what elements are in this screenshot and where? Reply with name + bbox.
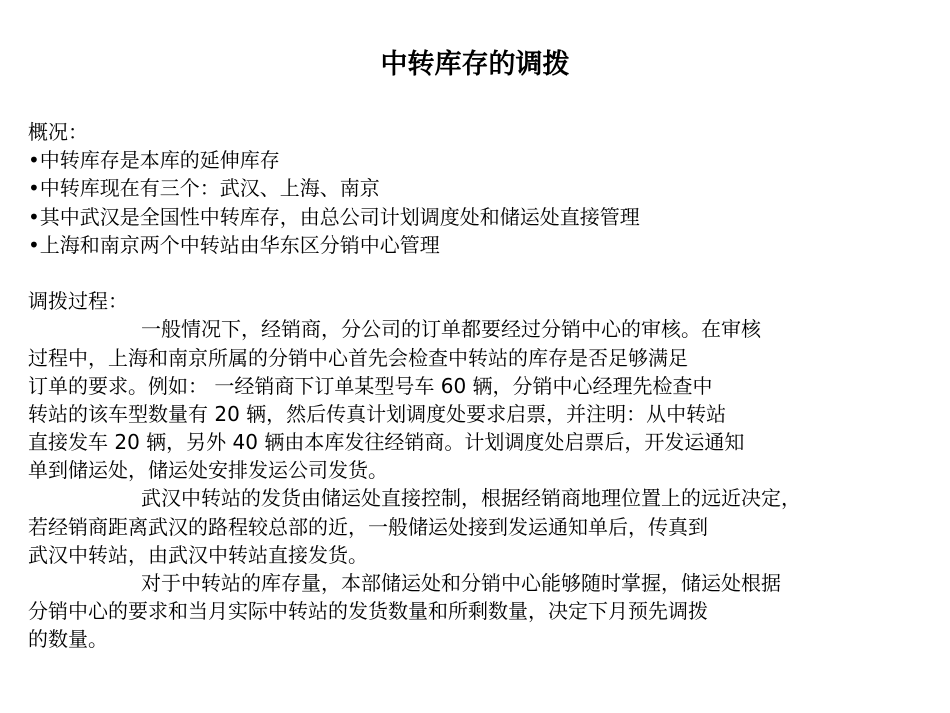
- overview-bullet: •中转库现在有三个：武汉、上海、南京: [28, 176, 380, 201]
- process-paragraph-line: 武汉中转站，由武汉中转站直接发货。: [28, 542, 368, 567]
- process-heading: 调拨过程：: [28, 289, 128, 314]
- process-paragraph-line: 对于中转站的库存量，本部储运处和分销中心能够随时掌握，储运处根据: [141, 571, 781, 595]
- process-paragraph-line: 分销中心的要求和当月实际中转站的发货数量和所剩数量，决定下月预先调拨: [28, 599, 708, 624]
- overview-bullet: •其中武汉是全国性中转库存，由总公司计划调度处和储运处直接管理: [28, 204, 640, 229]
- process-paragraph-line: 的数量。: [28, 627, 108, 652]
- process-paragraph-line: 一般情况下，经销商，分公司的订单都要经过分销中心的审核。在审核: [141, 317, 761, 342]
- process-paragraph-line: 单到储运处，储运处安排发运公司发货。: [28, 458, 388, 483]
- process-paragraph-line: 若经销商距离武汉的路程较总部的近，一般储运处接到发运通知单后，传真到: [28, 514, 708, 539]
- process-paragraph-line: 转站的该车型数量有 20 辆，然后传真计划调度处要求启票，并注明：从中转站: [28, 401, 727, 426]
- overview-bullet: •中转库存是本库的延伸库存: [28, 148, 280, 173]
- overview-heading: 概况：: [28, 120, 88, 144]
- process-paragraph-line: 过程中，上海和南京所属的分销中心首先会检查中转站的库存是否足够满足: [28, 345, 688, 370]
- process-paragraph-line: 武汉中转站的发货由储运处直接控制，根据经销商地理位置上的远近决定，: [141, 486, 801, 511]
- process-paragraph-line: 直接发车 20 辆，另外 40 辆由本库发往经销商。计划调度处启票后，开发运通知: [28, 430, 745, 455]
- overview-bullet: •上海和南京两个中转站由华东区分销中心管理: [28, 232, 440, 257]
- slide-content: [28, 118, 928, 654]
- section-spacer: [28, 259, 928, 287]
- process-paragraph-line: 订单的要求。例如： 一经销商下订单某型号车 60 辆，分销中心经理先检查中: [28, 373, 713, 398]
- slide-title: 中转库存的调拨: [380, 49, 570, 80]
